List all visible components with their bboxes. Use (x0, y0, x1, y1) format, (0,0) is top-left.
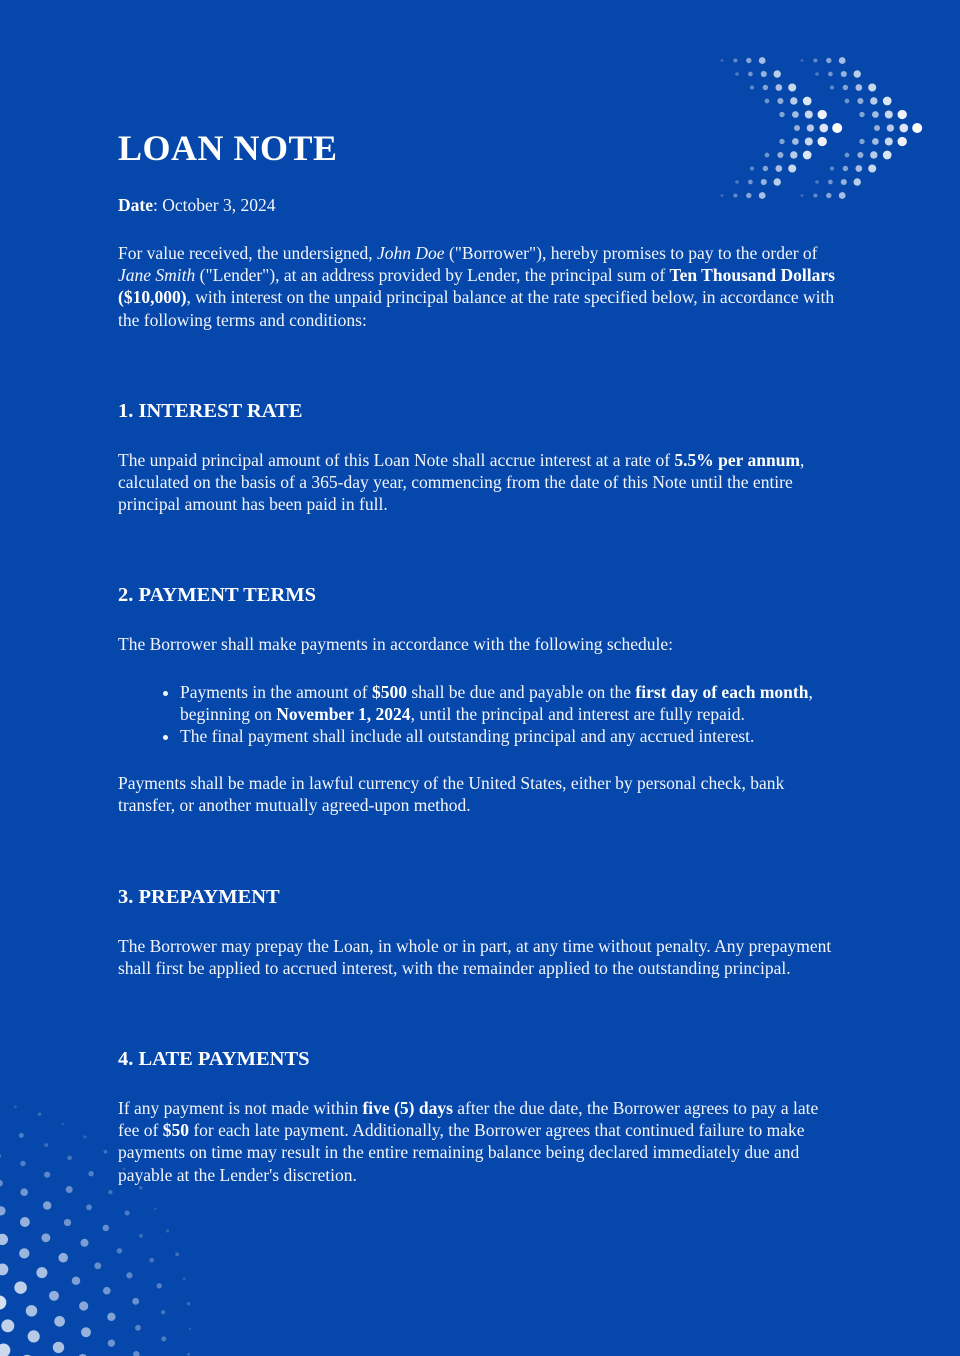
text-segment: first day of each month (635, 681, 809, 702)
text-segment: , beginning on (180, 681, 813, 724)
text-segment: John Doe (377, 243, 445, 263)
text-segment: ("Lender"), at an address provided by Lender, the principal sum of (195, 265, 670, 286)
text-segment: Jane Smith (118, 265, 196, 286)
text-segment: , with interest on the unpaid principal balance at the rate specified below, in accordance with the following terms and conditions: (118, 287, 835, 330)
date-value: : October 3, 2024 (152, 195, 276, 215)
date-label: Date (118, 195, 153, 215)
text-segment: For value received, the undersigned, (118, 243, 378, 263)
text-segment: The unpaid principal amount of this Loan Note shall accrue interest at a rate of (118, 449, 675, 470)
text-segment: 5.5% per annum (674, 449, 801, 470)
text-segment: $500 (372, 681, 407, 702)
section-late-payments (118, 1048, 840, 1186)
text-segment: Ten Thousand Dollars ($10,000) (118, 265, 835, 308)
bullet-item (180, 725, 840, 747)
text-segment: shall be due and payable on the (407, 681, 636, 702)
section-prepayment (118, 886, 840, 979)
paragraph (118, 935, 840, 979)
document-sections (118, 400, 840, 1186)
date-line (118, 194, 840, 216)
text-segment: $50 (162, 1120, 189, 1141)
section-heading: 1. INTEREST RATE (118, 399, 303, 422)
text-segment: after the due date, the Borrower agrees to pay a late fee of (118, 1098, 819, 1141)
intro-paragraph (118, 242, 840, 331)
document-title: LOAN NOTE (118, 128, 338, 168)
text-segment: , until the principal and interest are fully repaid. (410, 703, 745, 724)
text-segment: for each late payment. Additionally, the Borrower agrees that continued failure to make payments on time may result in the entire remaining balance being declared immediately due and payable at the Lender's discretion. (118, 1120, 805, 1185)
paragraph (118, 633, 840, 655)
text-segment: The Borrower shall make payments in accordance with the following schedule: (118, 634, 673, 655)
section-heading: 3. PREPAYMENT (118, 885, 280, 908)
section-heading: 4. LATE PAYMENTS (118, 1048, 310, 1071)
text-segment: Payments shall be made in lawful currency of the United States, either by personal check, bank transfer, or another mutually agreed-upon method. (118, 773, 785, 816)
text-segment: Payments in the amount of (180, 681, 372, 702)
bullet-list (118, 681, 840, 748)
section-heading: 2. PAYMENT TERMS (118, 584, 317, 607)
text-segment: ("Borrower"), hereby promises to pay to the order of (444, 243, 818, 263)
text-segment: The final payment shall include all outstanding principal and any accrued interest. (180, 726, 755, 747)
text-segment: November 1, 2024 (276, 703, 411, 724)
text-segment: five (5) days (362, 1098, 453, 1119)
text-segment: The Borrower may prepay the Loan, in whole or in part, at any time without penalty. Any prepayment shall first be applied to accrued interest, with the remainder applied to the outstanding principal. (118, 935, 832, 978)
section-interest-rate (118, 400, 840, 516)
section-payment-terms (118, 584, 840, 816)
text-segment: If any payment is not made within (118, 1098, 363, 1119)
paragraph (118, 772, 840, 816)
paragraph (118, 449, 840, 516)
bullet-item (180, 681, 840, 725)
text-segment: , calculated on the basis of a 365-day year, commencing from the date of this Note until the entire principal amount has been paid in full. (118, 449, 805, 515)
paragraph (118, 1097, 840, 1186)
